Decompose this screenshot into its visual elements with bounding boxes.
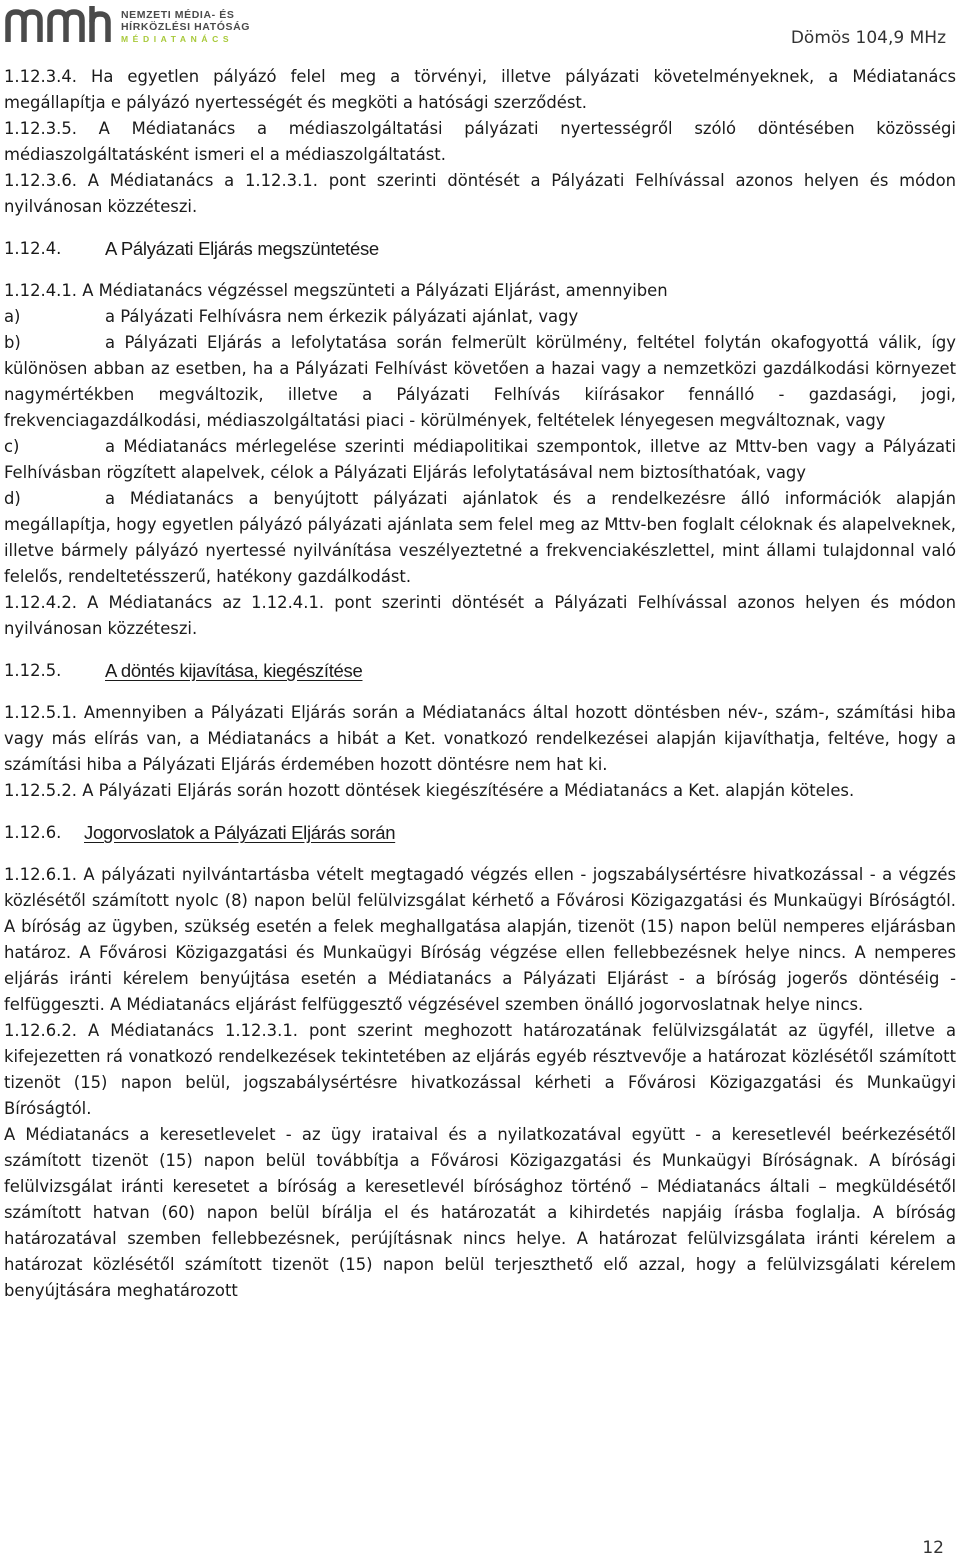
paragraph-1-12-5-1: 1.12.5.1. Amennyiben a Pályázati Eljárás során a Médiatanács által hozott döntésben név-, szám-, számítási hiba vagy más elírás van, a Médiatanács a hibát a Ket. vonatkozó rendelkezései alapján kijavíthatja, feltéve, hogy a számítási hiba a Pályázati Eljárás érdemében hozott döntésre nem hat ki. bbox=[4, 703, 956, 774]
section-number: 1.12.4. bbox=[4, 239, 62, 258]
section-heading-1-12-5 bbox=[4, 658, 956, 684]
paragraph-1-12-5-2: 1.12.5.2. A Pályázati Eljárás során hozott döntések kiegészítésére a Médiatanács a Ket. alapján köteles. bbox=[4, 781, 855, 800]
list-text: a Pályázati Eljárás a lefolytatása során felmerült körülmény, feltétel folytán okafogyottá válik, így különösen abban az esetben, ha a Pályázati Felhívást követően a hazai vagy a nemzetközi gazdálkodási környezet nagymértékben megváltozik, illetve a Pályázati Felhívás kiírásakor fennálló - gazdasági, jogi, frekvenciagazdálkodási, médiaszolgáltatási piaci - körülmények, feltételek lényegesen megváltoznak, vagy bbox=[4, 333, 956, 430]
nmhh-logo-mark-icon bbox=[4, 2, 116, 44]
org-line-2: HÍRKÖZLÉSI HATÓSÁG bbox=[121, 21, 251, 33]
paragraph-1-12-6-1: 1.12.6.1. A pályázati nyilvántartásba vételt megtagadó végzés ellen - jogszabálysértésre hivatkozással - a végzés közlésétől számított nyolc (8) napon belül felülvizsgálat kérhető a Fővárosi Közigazgatási és Munkaügyi Bíróságtól. A bíróság az ügyben, szükség esetén a felek meghallgatása alapján, tizenöt (15) napon belül nemperes eljárásban határoz. A Fővárosi Közigazgatási és Munkaügyi Bíróság végzése ellen fellebbezésnek helye nincs. A nemperes eljárás iránti kérelem benyújtása esetén a Médiatanács a Pályázati Eljárást - a bíróság jogerős döntéséig - felfüggeszti. A Médiatanács eljárást felfüggesztő végzésével szemben önálló jogorvoslatnak helye nincs. bbox=[4, 865, 956, 1014]
list-label: d) bbox=[4, 489, 21, 508]
page-header bbox=[0, 0, 960, 60]
org-line-3: MÉDIATANÁCS bbox=[121, 34, 234, 44]
paragraph-1-12-3-4: 1.12.3.4. Ha egyetlen pályázó felel meg a törvényi, illetve pályázati követelményeknek, a Médiatanács megállapítja e pályázó nyertességét és megköti a hatósági szerződést. bbox=[4, 67, 956, 112]
paragraph-1-12-3-5: 1.12.3.5. A Médiatanács a médiaszolgáltatási pályázati nyertességről szóló döntésében közösségi médiaszolgáltatásként ismeri el a médiaszolgáltatást. bbox=[4, 119, 956, 164]
section-number: 1.12.6. bbox=[4, 823, 62, 842]
list-label: a) bbox=[4, 307, 21, 326]
section-title: A Pályázati Eljárás megszüntetése bbox=[105, 238, 379, 259]
org-line-1: NEMZETI MÉDIA- ÉS bbox=[121, 9, 235, 21]
paragraph-1-12-3-6: 1.12.3.6. A Médiatanács a 1.12.3.1. pont szerinti döntését a Pályázati Felhívással azonos helyen és módon nyilvánosan közzéteszi. bbox=[4, 171, 956, 216]
list-text: a Pályázati Felhívásra nem érkezik pályázati ajánlat, vagy bbox=[105, 307, 579, 326]
organization-name bbox=[121, 9, 250, 45]
nmhh-logo bbox=[4, 2, 264, 50]
list-item-d bbox=[4, 486, 956, 590]
section-heading-1-12-6 bbox=[4, 820, 956, 846]
list-label: b) bbox=[4, 333, 21, 352]
paragraph-1-12-6-2: 1.12.6.2. A Médiatanács 1.12.3.1. pont szerint meghozott határozatának felülvizsgálatát az ügyfél, illetve a kifejezetten rá vonatkozó rendelkezések tekintetében az eljárás egyéb résztvevője a határozat közlésétől számított tizenöt (15) napon belül, jogszabálysértésre hivatkozással kérheti a Fővárosi Közigazgatási és Munkaügyi Bíróságtól. bbox=[4, 1021, 956, 1118]
paragraph-1-12-4-1: 1.12.4.1. A Médiatanács végzéssel megszünteti a Pályázati Eljárást, amennyiben bbox=[4, 281, 668, 300]
station-label: Dömös 104,9 MHz bbox=[790, 28, 946, 48]
list-label: c) bbox=[4, 437, 20, 456]
list-text: a Médiatanács mérlegelése szerinti médiapolitikai szempontok, illetve az Mttv-ben vagy a Pályázati Felhívásban rögzített alapelvek, célok a Pályázati Eljárás lefolytatásával nem biztosíthatóak, vagy bbox=[4, 437, 956, 482]
section-title: A döntés kijavítása, kiegészítése bbox=[105, 660, 363, 681]
list-text: a Médiatanács a benyújtott pályázati ajánlatok és a rendelkezésre álló információk alapján megállapítja, hogy egyetlen pályázó pályázati ajánlata sem felel meg az Mttv-ben foglalt céloknak és alapelveknek, illetve bármely pályázó nyertessé nyilvánítása veszélyeztetné a frekvenciakészlettel, mint állami tulajdonnal való felelős, rendeltetésszerű, hatékony gazdálkodást. bbox=[4, 489, 956, 586]
page-number: 12 bbox=[922, 1538, 944, 1558]
paragraph-keresetlevel: A Médiatanács a keresetlevelet - az ügy irataival és a nyilatkozatával együtt - a keresetlevél beérkezésétől számított tizenöt (15) napon belül továbbítja a Fővárosi Közigazgatási és Munkaügyi Bíróságnak. A bírósági felülvizsgálat iránti keresetet a bíróság a keresetlevél bírósághoz történő – Médiatanács általi – megküldésétől számított hatvan (60) napon belül bírálja el és határozatát a kihirdetés napjáig írásba foglalja. A bíróság határozatával szemben fellebbezésnek, perújításnak nincs helye. A határozat felülvizsgálata iránti kérelem a határozat közlésétől számított tizenöt (15) napon belül terjeszthető elő azzal, hogy a felülvizsgálati kérelem benyújtására meghatározott bbox=[4, 1125, 956, 1300]
list-item-c bbox=[4, 434, 956, 486]
section-heading-1-12-4 bbox=[4, 236, 956, 262]
list-item-b bbox=[4, 330, 956, 434]
section-title: Jogorvoslatok a Pályázati Eljárás során bbox=[84, 822, 396, 843]
paragraph-1-12-4-2: 1.12.4.2. A Médiatanács az 1.12.4.1. pont szerinti döntését a Pályázati Felhívással azonos helyen és módon nyilvánosan közzéteszi. bbox=[4, 593, 956, 638]
section-number: 1.12.5. bbox=[4, 661, 62, 680]
document-body bbox=[4, 64, 956, 1304]
list-item-a bbox=[4, 304, 956, 330]
